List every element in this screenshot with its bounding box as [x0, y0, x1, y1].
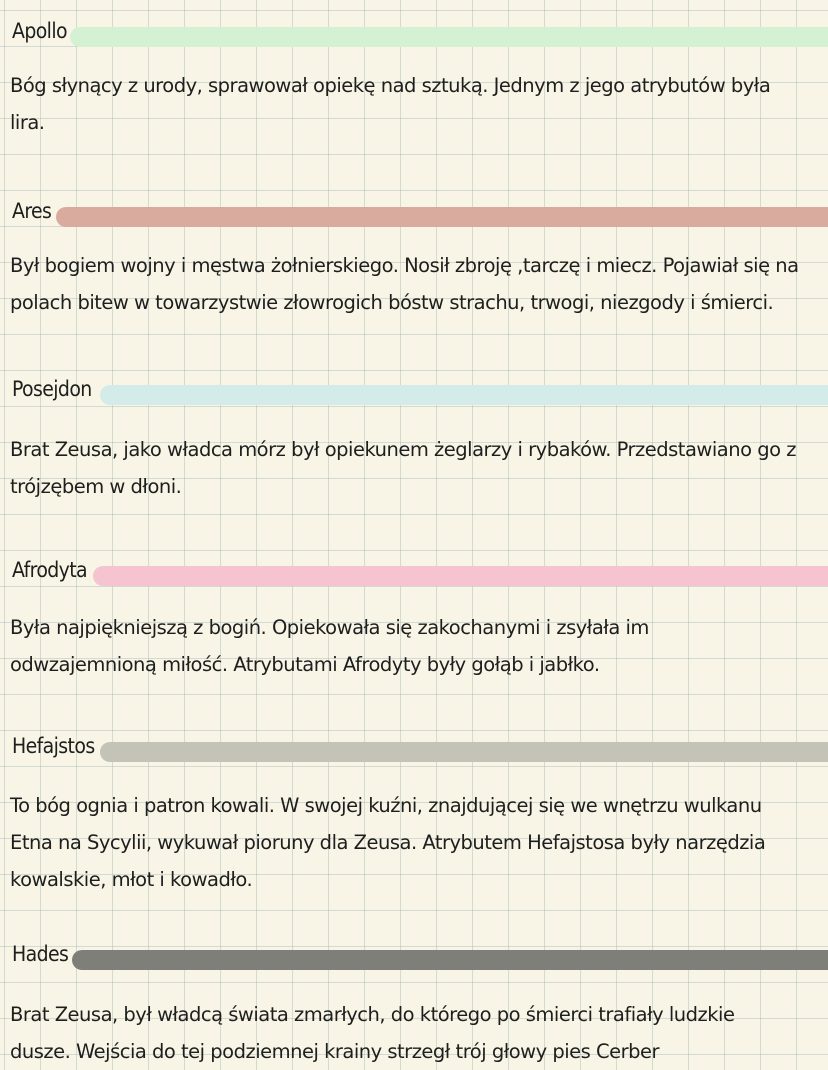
heading-highlight	[93, 566, 828, 586]
section-ares	[0, 195, 828, 314]
section-afrodyta	[0, 554, 828, 676]
section-hefajstos	[0, 730, 828, 891]
heading-highlight	[100, 742, 828, 762]
paragraph-apollo: Bóg słynący z urody, sprawował opiekę nad sztuką. Jednym z jego atrybutów była lira.	[10, 74, 771, 134]
paragraph-afrodyta: Była najpiękniejszą z bogiń. Opiekowała się zakochanymi i zsyłała im odwzajemnioną miłość. Atrybutami Afrodyty były gołąb i jabłko.	[10, 616, 649, 676]
heading-apollo: Apollo	[12, 19, 67, 43]
paragraph-ares: Był bogiem wojny i męstwa żołnierskiego. Nosił zbroję ,tarczę i miecz. Pojawiał się na polach bitew w towarzystwie złowrogich bóstw strachu, trwogi, niezgody i śmierci.	[10, 254, 799, 314]
section-hades	[0, 938, 828, 1063]
heading-posejdon: Posejdon	[12, 377, 92, 401]
heading-row	[0, 15, 828, 51]
section-apollo	[0, 15, 828, 134]
heading-highlight	[56, 207, 828, 227]
heading-row	[0, 554, 828, 590]
paragraph-hades: Brat Zeusa, był władcą świata zmarłych, do którego po śmierci trafiały ludzkie dusze. Wejścia do tej podziemnej krainy strzegł trój głowy pies Cerber	[10, 1003, 735, 1063]
heading-highlight	[70, 27, 828, 47]
heading-row	[0, 373, 828, 409]
paragraph-hefajstos: To bóg ognia i patron kowali. W swojej kuźni, znajdującej się we wnętrzu wulkanu Etna na Sycylii, wykuwał pioruny dla Zeusa. Atrybutem Hefajstosa były narzędzia kowalskie, młot i kowadło.	[10, 794, 766, 891]
heading-row	[0, 195, 828, 231]
heading-ares: Ares	[12, 199, 52, 223]
heading-highlight	[100, 385, 828, 405]
section-posejdon	[0, 373, 828, 498]
heading-hades: Hades	[12, 942, 69, 966]
heading-highlight	[72, 950, 828, 970]
heading-row	[0, 938, 828, 974]
heading-hefajstos: Hefajstos	[12, 734, 95, 758]
heading-row	[0, 730, 828, 766]
paragraph-posejdon: Brat Zeusa, jako władca mórz był opiekunem żeglarzy i rybaków. Przedstawiano go z trójzębem w dłoni.	[10, 438, 796, 498]
heading-afrodyta: Afrodyta	[12, 558, 88, 582]
